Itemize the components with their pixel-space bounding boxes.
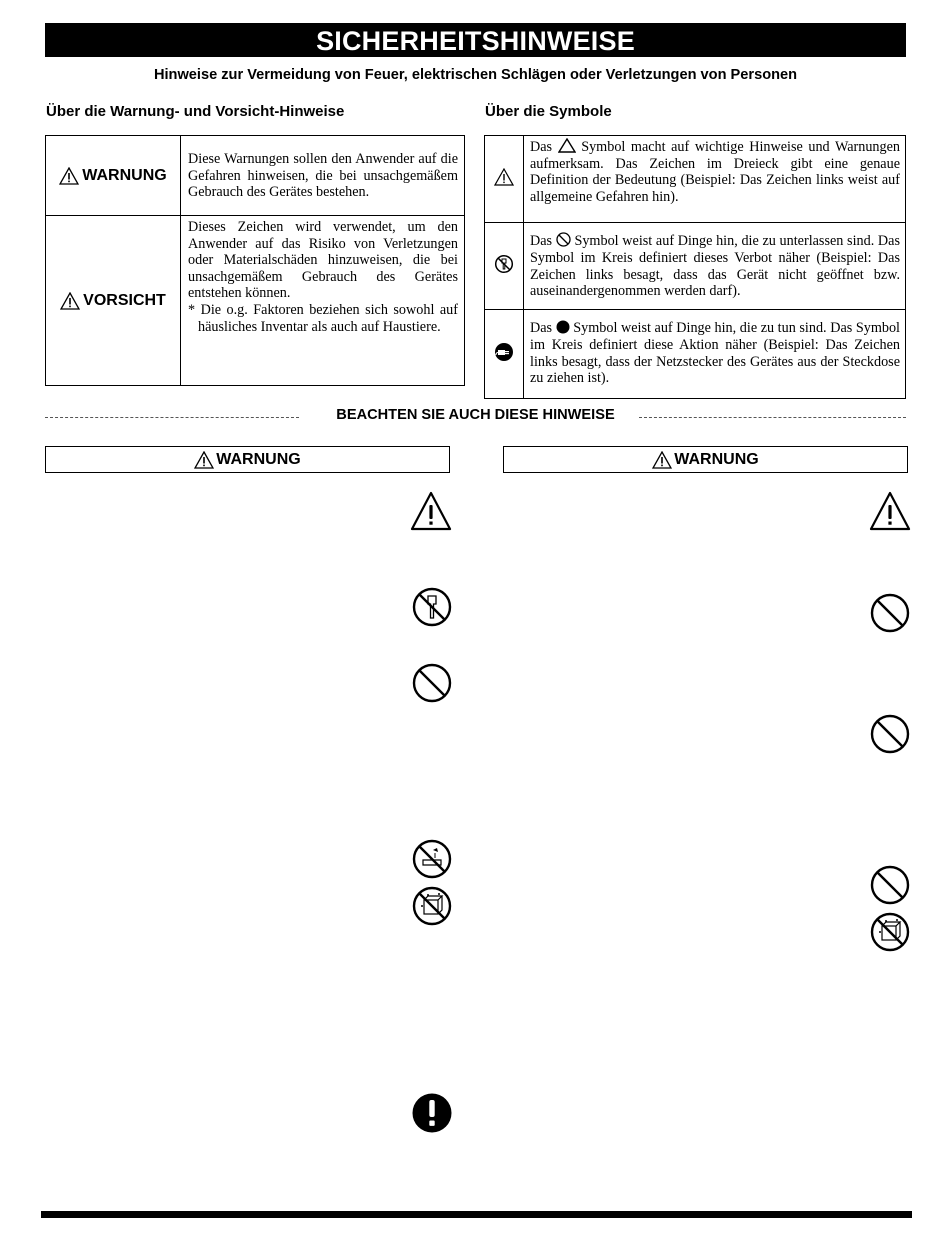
unplug-icon — [494, 342, 514, 362]
symbol-prohibited-description: Das Symbol weist auf Dinge hin, die zu unterlassen sind. Das Symbol im Kreis definiert dieses Verbot näher (Beispiel: Das Zeichen links besagt, dass das Gerät nicht geöffnet bzw. auseinandergenommen werden darf). — [530, 233, 900, 300]
prohibited-icon — [869, 864, 911, 906]
no-disassemble-icon — [494, 254, 514, 274]
divider-title: BEACHTEN SIE AUCH DIESE HINWEISE — [330, 407, 620, 423]
section-divider — [45, 407, 906, 427]
page-subtitle: Hinweise zur Vermeidung von Feuer, elektrischen Schlägen oder Verletzungen von Personen — [153, 67, 798, 83]
vorsicht-label-cell — [46, 216, 181, 386]
prohibited-icon — [869, 592, 911, 634]
warning-triangle-icon — [59, 167, 79, 185]
warning-caution-table — [45, 135, 465, 386]
left-section-heading: Über die Warnung- und Vorsicht-Hinweise — [46, 103, 345, 120]
vorsicht-note: * Die o.g. Faktoren beziehen sich sowohl auf häusliches Inventar als auch auf Haustiere. — [188, 301, 458, 335]
page-title: SICHERHEITSHINWEISE — [45, 23, 906, 57]
warning-triangle-icon — [409, 490, 453, 532]
vorsicht-label: VORSICHT — [83, 291, 166, 309]
prohibition-symbol-icon — [556, 232, 571, 247]
left-column-header — [45, 446, 450, 473]
no-water-icon — [411, 838, 453, 880]
symbol-mandatory-description: Das Symbol weist auf Dinge hin, die zu tun sind. Das Symbol im Kreis definiert diese Aktion näher (Beispiel: Das Zeichen links besagt, dass der Netzstecker des Gerätes aus der Steckdose zu ziehen ist). — [530, 320, 901, 387]
warnung-label: WARNUNG — [82, 166, 167, 184]
warnung-label-cell — [46, 136, 181, 216]
symbols-table — [484, 135, 906, 399]
symbol-warning-description: Das Symbol macht auf wichtige Hinweise und Warnungen aufmerksam. Das Zeichen im Dreieck gibt eine genaue Definition der Bedeutung (Beispiel: Das Zeichen links weist auf allgemeine Gefahren hin). — [530, 139, 900, 205]
warning-triangle-icon — [494, 168, 514, 186]
no-children-icon — [869, 911, 911, 953]
no-children-icon — [411, 885, 453, 927]
warning-triangle-icon — [60, 292, 80, 310]
triangle-symbol-icon — [558, 138, 576, 153]
filled-circle-symbol-icon — [556, 320, 570, 334]
warnung-description: Diese Warnungen sollen den Anwender auf die Gefahren hinweisen, die bei unsachgemäßem Gebrauch des Gerätes bestehen. — [188, 151, 458, 201]
vorsicht-description: Dieses Zeichen wird verwendet, um den Anwender auf das Risiko von Verletzungen oder Materialschäden hinzuweisen, die bei unsachgemäßem Gebrauch des Gerätes entstehen können. — [188, 219, 458, 302]
prohibited-icon — [869, 713, 911, 755]
prohibited-icon — [411, 662, 453, 704]
warning-triangle-icon — [868, 490, 912, 532]
warning-triangle-icon — [652, 451, 672, 469]
bottom-rule — [41, 1211, 912, 1218]
right-column-header-label: WARNUNG — [674, 450, 759, 468]
right-section-heading: Über die Symbole — [485, 103, 612, 120]
right-column-header — [503, 446, 908, 473]
no-disassemble-icon — [411, 586, 453, 628]
left-column-header-label: WARNUNG — [216, 450, 301, 468]
warning-triangle-icon — [194, 451, 214, 469]
mandatory-action-icon — [411, 1092, 453, 1134]
